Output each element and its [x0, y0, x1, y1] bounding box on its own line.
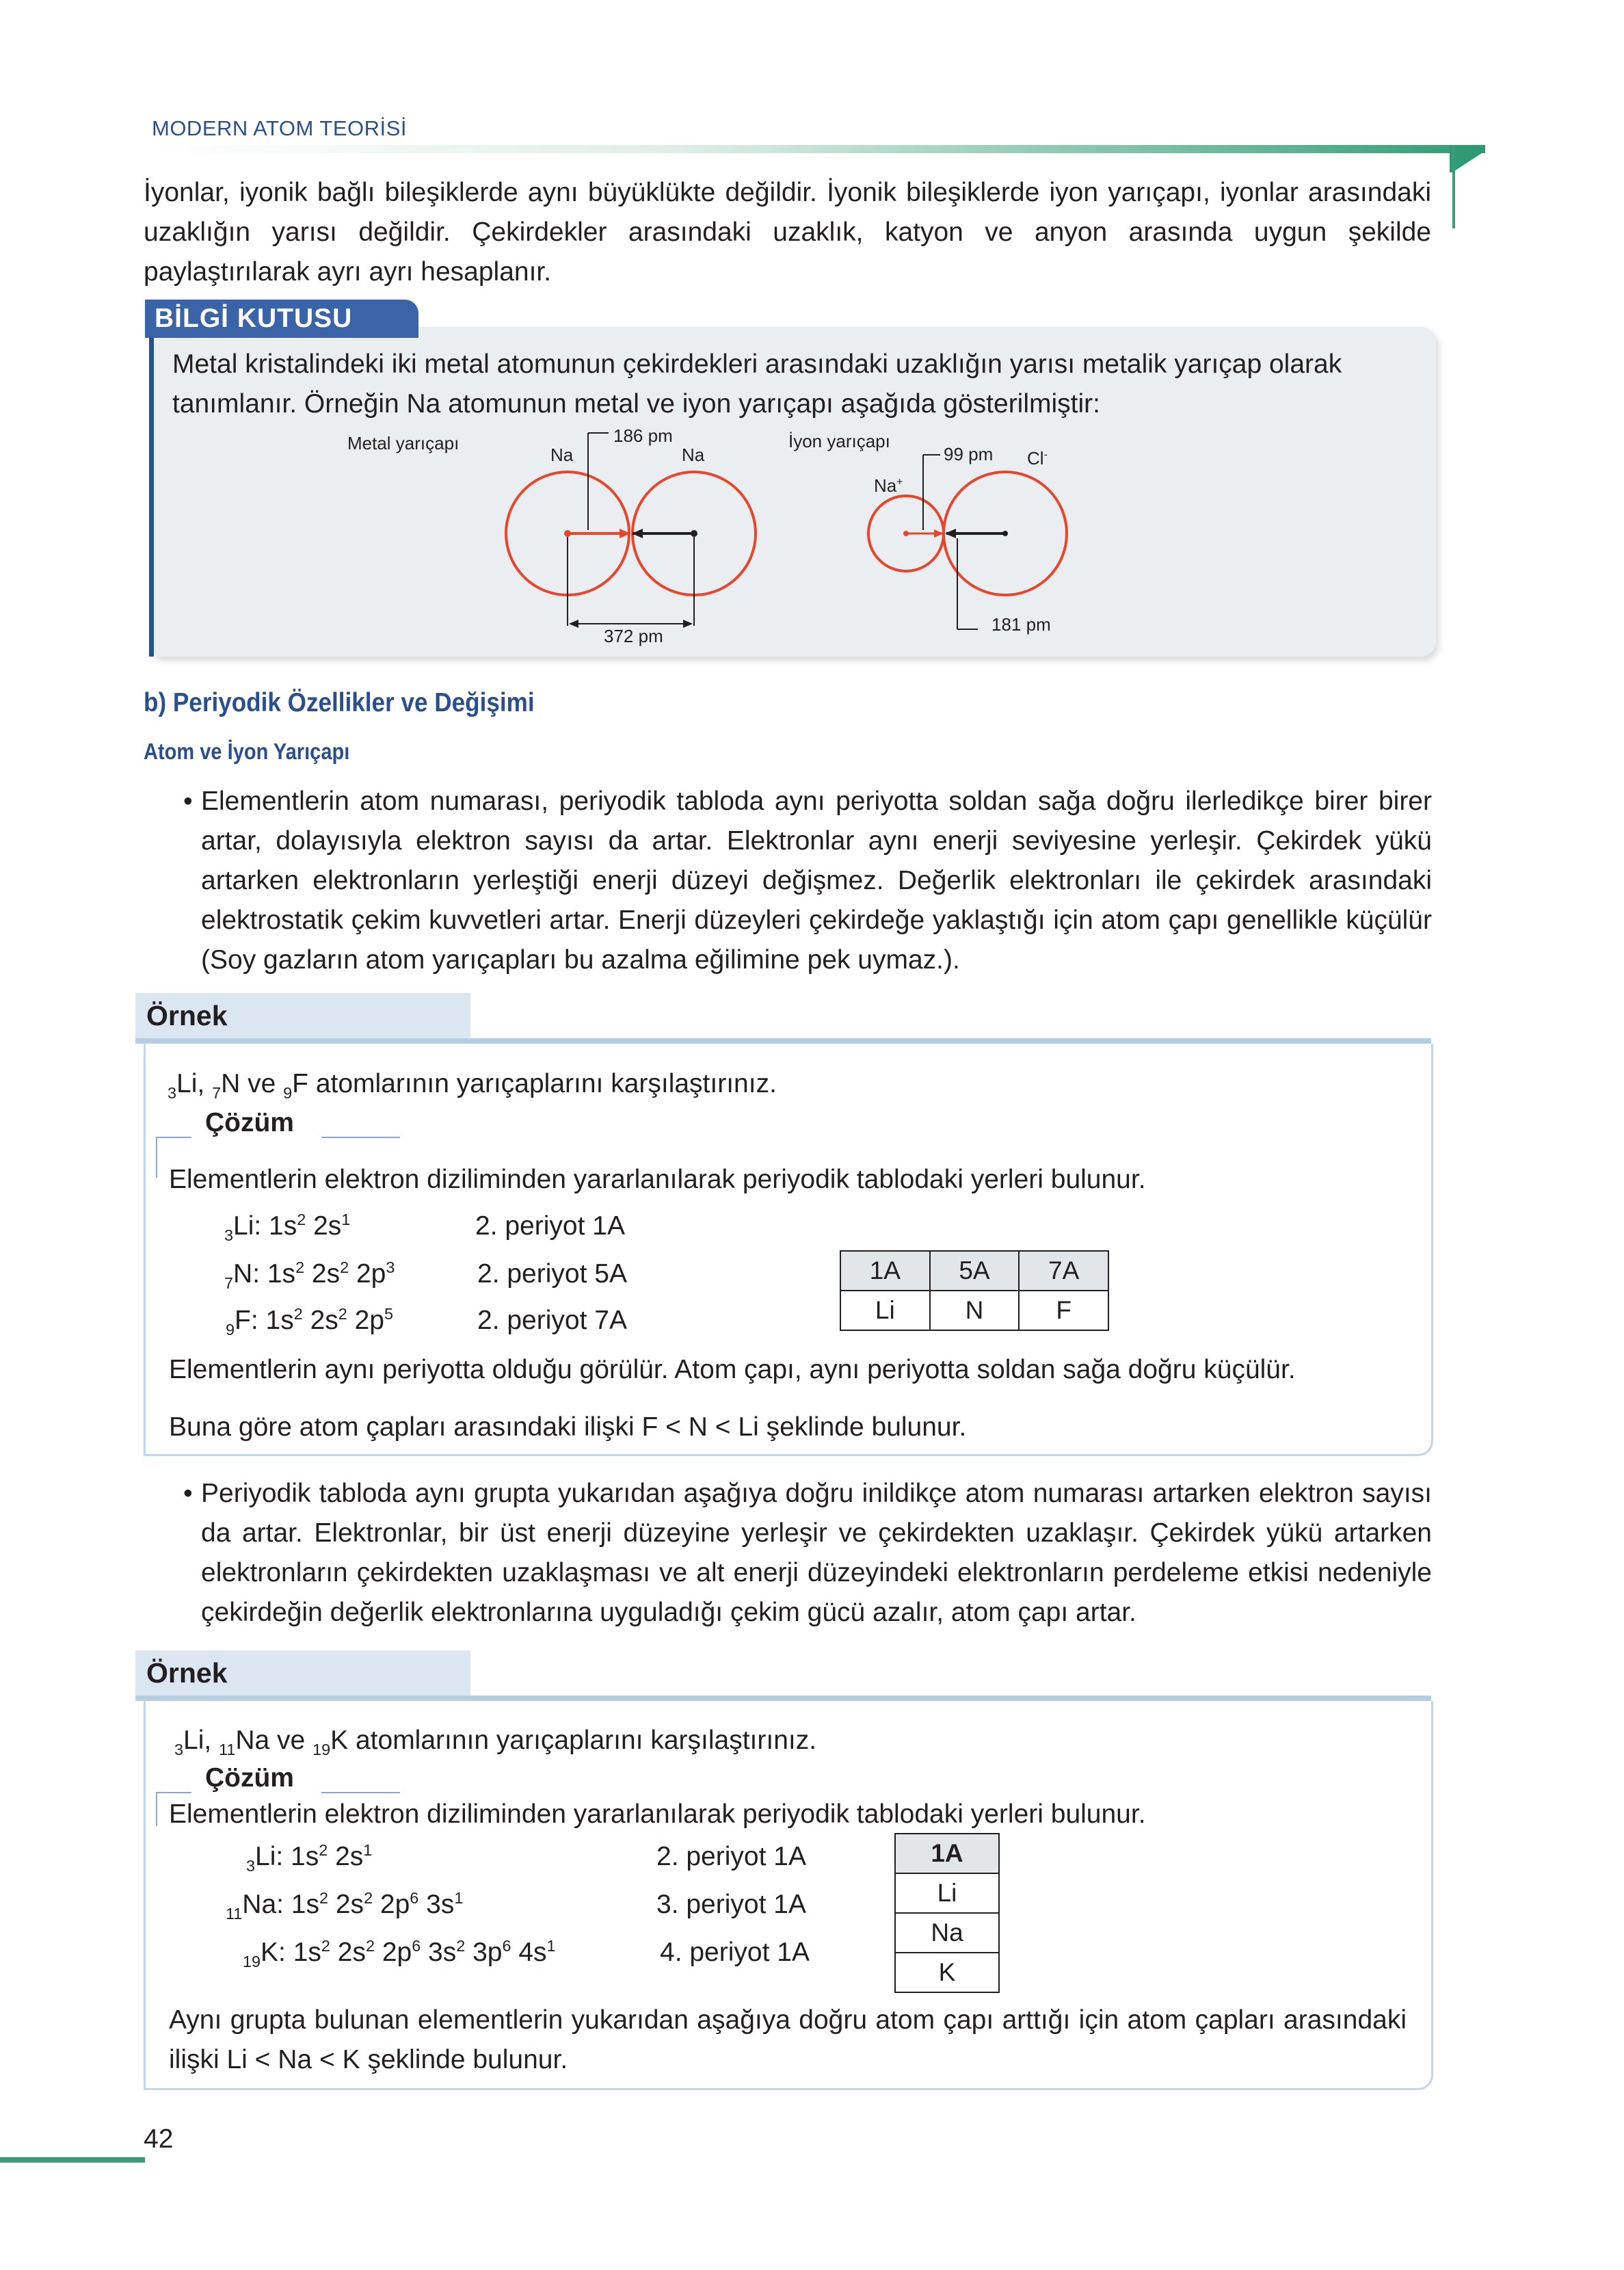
solution-rule-right [321, 1792, 400, 1793]
solution-vrule [156, 1792, 157, 1826]
table-cell: N [930, 1291, 1020, 1330]
periodic-table-column [894, 1833, 1000, 1993]
table-cell: Li [840, 1291, 930, 1330]
header-rule [150, 145, 1485, 153]
page-number: 42 [144, 2124, 174, 2154]
solution-label: Çözüm [205, 1108, 294, 1137]
section-title: b) Periyodik Özellikler ve Değişimi [144, 688, 535, 717]
footer-rule [0, 2157, 145, 2163]
table-header: 1A [840, 1251, 930, 1291]
example2-question: $_3$Li, $_{11}$Na ve $_{19}$K atomlarının yarıçaplarını karşılaştırınız. [174, 1726, 817, 1758]
ion-radius-title: İyon yarıçapı [788, 431, 890, 451]
table-cell: Li [895, 1873, 999, 1913]
table-cell: F [1019, 1291, 1108, 1330]
cl-ion-nucleus [1002, 531, 1008, 536]
cation-radius-value: 99 pm [944, 444, 994, 464]
period-k: 4. periyot 1A [660, 1938, 810, 1967]
table-cell: K [895, 1953, 999, 1992]
info-box-label: BİLGİ KUTUSU [145, 300, 418, 338]
example2-intro: Elementlerin elektron diziliminden yararlanılarak periyodik tablodaki yerleri bulunur. [169, 1799, 1146, 1829]
config-li-2: $_3$Li: $1s^2$ $2s^1$ [246, 1841, 373, 1875]
table-header: 5A [930, 1251, 1020, 1291]
metal-atom-right-label: Na [682, 445, 705, 465]
na-nucleus-right [691, 530, 697, 537]
example-box [144, 1044, 1433, 1456]
solution-rule-left [157, 1137, 191, 1138]
anion-radius-value: 181 pm [991, 614, 1051, 635]
solution-rule-left [157, 1792, 191, 1793]
period-li: 2. periyot 1A [475, 1211, 625, 1241]
anion-arrowhead [945, 529, 956, 538]
bullet-period-trend: Elementlerin atom numarası, periyodik tabloda aynı periyotta soldan sağa doğru ilerledikçe birer birer artar, dolayısıyla elektron sayısı da artar. Elektronlar aynı enerji seviyesine yerleşir. Çekirdek yükü artarken elektronların yerleştiği enerji düzeyi değişmez. Değerlik elektronları ile çekirdek arasındaki elektrostatik çekim kuvvetleri artar. Enerji düzeyleri çekirdeğe yaklaştığı için atom çapı genellikle küçülür (Soy gazların atom yarıçapları bu azalma eğilimine pek uymaz.). [201, 787, 1432, 975]
config-k: $_{19}$K: $1s^2$ $2s^2$ $2p^6$ $3s^2$ $3p^6$ $4s^1$ [243, 1937, 556, 1970]
info-box-text: Metal kristalindeki iki metal atomunun çekirdekleri arasındaki uzaklığın yarısı metalik yarıçap olarak tanımlanır. Örneğin Na atomunun metal ve iyon yarıçapı aşağıda gösterilmiştir: [172, 349, 1342, 419]
na-ion-nucleus [903, 531, 909, 536]
table-cell: Na [895, 1913, 999, 1953]
example-label: Örnek [135, 993, 470, 1038]
period-na: 3. periyot 1A [656, 1890, 806, 1919]
section-subtitle: Atom ve İyon Yarıçapı [144, 739, 350, 764]
solution-label: Çözüm [205, 1763, 294, 1793]
period-f: 2. periyot 7A [477, 1306, 627, 1335]
example-rule [135, 1695, 1431, 1701]
example1-conclusion: Buna göre atom çapları arasındaki ilişki F < N < Li şeklinde bulunur. [169, 1412, 967, 1442]
table-header: 1A [895, 1834, 999, 1873]
metal-distance-value: 372 pm [604, 626, 663, 646]
example1-question: $_3$Li, $_7$N ve $_9$F atomlarının yarıçaplarını karşılaştırınız. [168, 1069, 777, 1102]
distance-arrowhead-right [683, 620, 693, 628]
config-f: $_9$F: $1s^2$ $2s^2$ $2p^5$ [226, 1305, 394, 1338]
period-li-2: 2. periyot 1A [656, 1842, 806, 1871]
metal-radius-diagram [479, 421, 786, 653]
na-nucleus-left [564, 530, 571, 537]
example2-conclusion: Aynı grupta bulunan elementlerin yukarıdan aşağıya doğru atom çapı arttığı için atom çapları arasındaki ilişki Li < Na < K şeklinde bulunur. [169, 2005, 1407, 2074]
metal-radius-title: Metal yarıçapı [347, 433, 460, 453]
table-header: 7A [1019, 1251, 1108, 1291]
bullet-group-trend: Periyodik tabloda aynı grupta yukarıdan aşağıya doğru inildikçe atom numarası artarken elektron sayısı da artar. Elektronlar, bir üst enerji düzeyine yerleşir ve çekirdekten uzaklaşır. Çekirdek yükü artarken elektronların çekirdekten uzaklaşması ve alt enerji düzeyindeki elektronların perdeleme etkisi nedeniyle çekirdeğin değerlik elektronlarına uyguladığı çekim gücü azalır, atom çapı artar. [201, 1479, 1432, 1627]
intro-paragraph: İyonlar, iyonik bağlı bileşiklerde aynı büyüklükte değildir. İyonik bileşiklerde iyon yarıçapı, iyonlar arasındaki uzaklığın yarısı değildir. Çekirdekler arasındaki uzaklık, katyon ve anyon arasında uygun şekilde paylaştırılarak ayrı ayrı hesaplanır. [144, 178, 1431, 287]
info-box-bar [149, 327, 154, 657]
solution-rule-right [321, 1137, 400, 1138]
periodic-table-row [840, 1250, 1109, 1331]
config-li: $_3$Li: $1s^2$ $2s^1$ [224, 1211, 351, 1244]
example1-intro: Elementlerin elektron diziliminden yararlanılarak periyodik tablodaki yerleri bulunur. [169, 1165, 1146, 1194]
metal-radius-value: 186 pm [613, 425, 673, 446]
distance-arrowhead-left [569, 620, 578, 628]
config-n: $_7$N: $1s^2$ $2s^2$ $2p^3$ [224, 1258, 395, 1292]
example1-observation: Elementlerin aynı periyotta olduğu görülür. Atom çapı, aynı periyotta soldan sağa doğru küçülür. [169, 1355, 1296, 1384]
example-rule [135, 1038, 1431, 1044]
bullet-marker: • [183, 787, 193, 816]
anion-label: Cl- [1027, 448, 1048, 468]
header-vertical-rule [1452, 145, 1455, 228]
config-na: $_{11}$Na: $1s^2$ $2s^2$ $2p^6$ $3s^1$ [226, 1889, 464, 1923]
cation-label: Na+ [874, 475, 903, 496]
bullet-marker: • [183, 1479, 193, 1508]
chapter-title: MODERN ATOM TEORİSİ [152, 116, 407, 140]
metal-atom-left-label: Na [550, 445, 574, 465]
solution-vrule [156, 1137, 157, 1178]
example-label: Örnek [135, 1650, 470, 1695]
period-n: 2. periyot 5A [477, 1259, 627, 1289]
